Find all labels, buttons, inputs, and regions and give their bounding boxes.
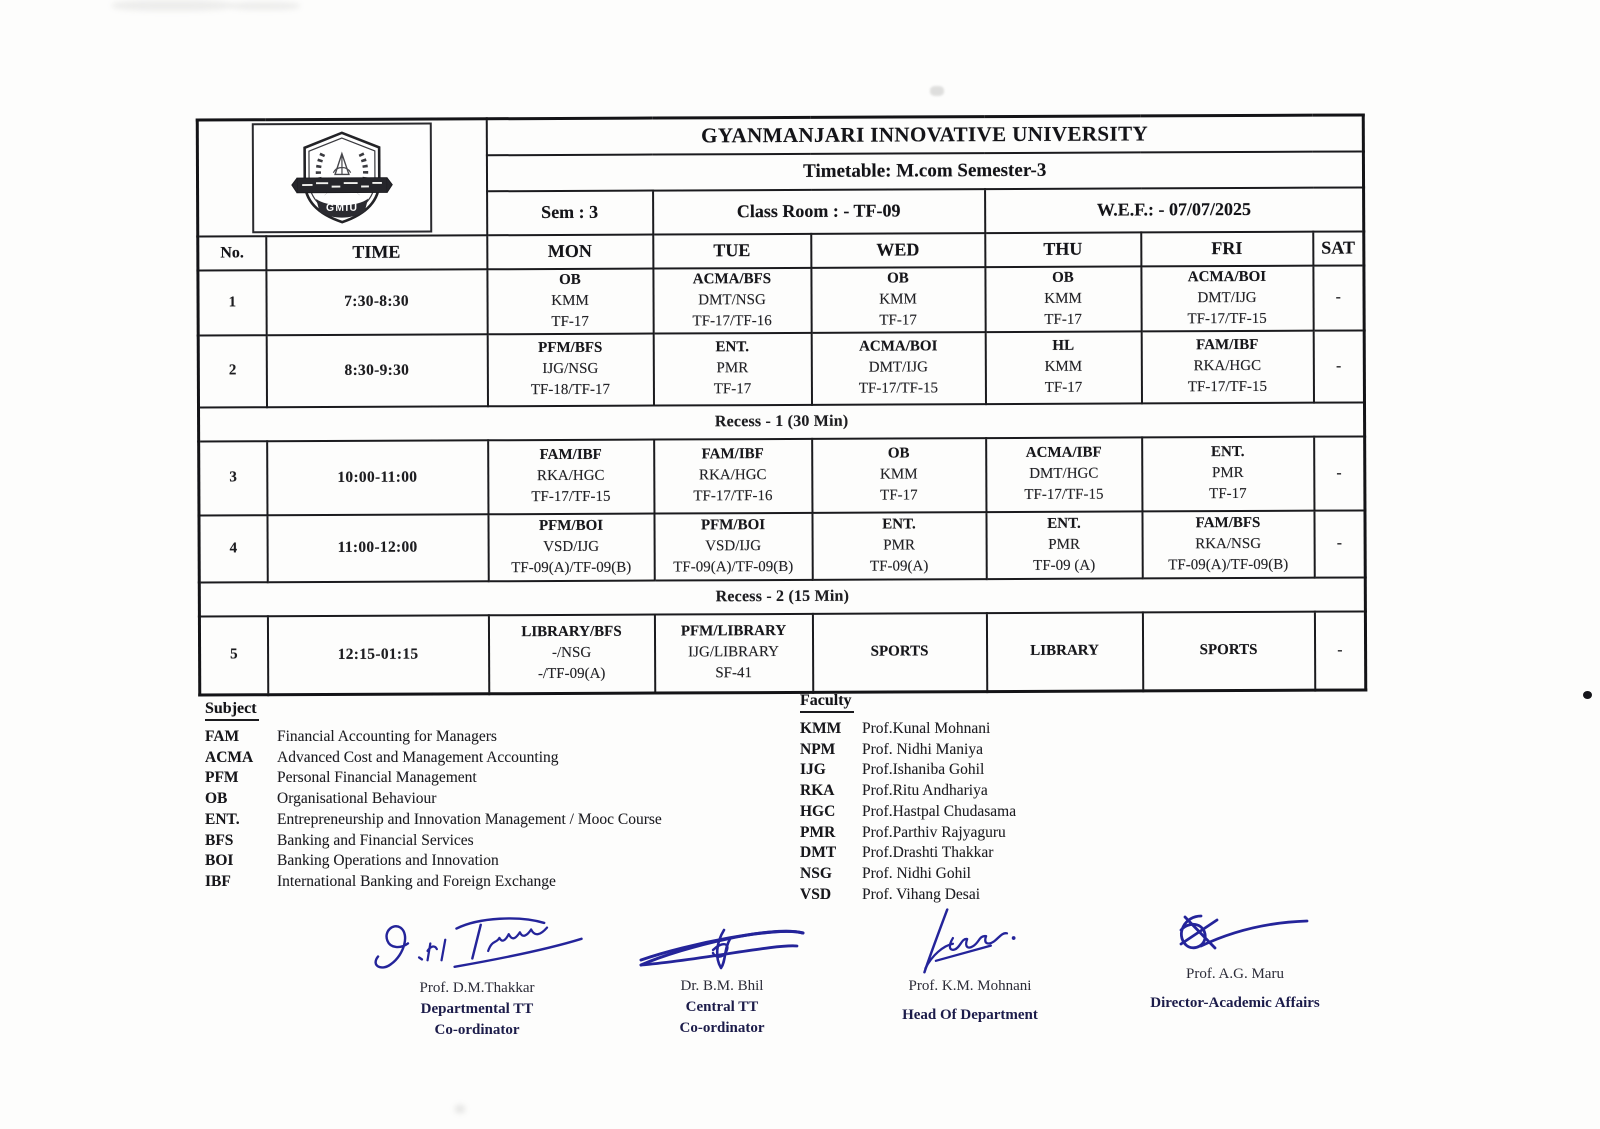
subject-code: FAM [205, 728, 240, 745]
col-header-tue: TUE [653, 233, 811, 268]
period-row-1 [198, 265, 1364, 335]
slot-faculty: VSD/IJG [543, 538, 600, 555]
col-header-no: No. [198, 236, 266, 270]
col-header-mon: MON [487, 234, 653, 269]
signature-block-central-coordinator [612, 918, 832, 1039]
slot-faculty: -/NSG [551, 645, 592, 662]
slot-faculty: KMM [1044, 290, 1082, 307]
slot-subject: FAM/BFS [1195, 514, 1261, 531]
slot-room: TF-09(A) [869, 557, 929, 575]
signatory-role: Director-Academic Affairs [1150, 995, 1320, 1011]
col-header-thu: THU [985, 232, 1141, 267]
signatory-role: Departmental TT [420, 1001, 534, 1017]
period-time: 11:00-12:00 [267, 514, 488, 582]
slot-tue-4 [654, 512, 812, 580]
faculty-name: Prof.Parthiv Rajyaguru [862, 823, 1006, 841]
subject-code: ENT. [205, 810, 240, 828]
slot-mon-3 [488, 439, 654, 514]
slot-room: TF-17 [1044, 379, 1083, 396]
signatory-role: Co-ordinator [434, 1022, 520, 1038]
slot-sat-2: - [1313, 330, 1364, 402]
university-title-cell [486, 115, 1363, 155]
period-time: 8:30-9:30 [266, 334, 487, 407]
slot-wed-2 [811, 332, 985, 405]
slot-room: TF-09(A)/TF-09(B) [511, 559, 632, 576]
period-time: 10:00-11:00 [267, 440, 488, 515]
faculty-name: Prof. Nidhi Gohil [862, 864, 971, 882]
slot-thu-3 [986, 437, 1142, 512]
classroom-value: Class Room : - TF-09 [736, 200, 901, 222]
subject-code: OB [205, 790, 228, 808]
col-header-time: TIME [266, 235, 487, 270]
faculty-legend-list [800, 719, 1016, 905]
slot-sat-4: - [1314, 510, 1365, 577]
period-number: 4 [199, 515, 267, 582]
table-row [197, 115, 1363, 156]
period-row-5 [199, 611, 1365, 695]
period-number: 1 [198, 270, 266, 335]
subject-code: IBF [205, 872, 231, 890]
wef-cell [985, 187, 1364, 233]
subject-legend-list [205, 727, 662, 893]
subject-name: Advanced Cost and Management Accounting [277, 748, 559, 766]
faculty-code: PMR [800, 823, 836, 841]
signatory-role: Co-ordinator [679, 1020, 765, 1036]
slot-thu-4 [986, 511, 1142, 579]
faculty-name: Prof.Ritu Andhariya [862, 782, 988, 800]
slot-faculty: PMR [716, 360, 749, 377]
slot-subject: ACMA/BOI [1187, 268, 1267, 285]
faculty-code: NSG [800, 864, 832, 882]
slot-subject: FAM/IBF [539, 446, 602, 464]
slot-sat-5: - [1314, 611, 1365, 690]
slot-faculty: DMT/IJG [868, 359, 928, 376]
subject-code: BFS [205, 831, 234, 849]
slot-subject: LIBRARY [1030, 642, 1099, 660]
slot-subject: LIBRARY/BFS [521, 623, 622, 641]
slot-tue-2 [653, 332, 811, 405]
slot-subject: PFM/LIBRARY [680, 623, 787, 640]
faculty-code: DMT [800, 844, 837, 862]
slot-room: TF-17 [551, 313, 589, 330]
faculty-code: NPM [800, 740, 836, 758]
period-number: 2 [198, 335, 266, 407]
gmiu-crest-icon [290, 127, 394, 227]
subject-code: BOI [205, 852, 234, 870]
slot-faculty: PMR [883, 536, 915, 554]
signatory-name: Prof. K.M. Mohnani [908, 978, 1032, 994]
recess-1-label: Recess - 1 (30 Min) [199, 402, 1365, 441]
slot-faculty: DMT/IJG [1197, 289, 1257, 306]
slot-room: TF-17 [713, 381, 752, 398]
slot-faculty: RKA/HGC [537, 467, 605, 485]
slot-subject: HL [1052, 337, 1075, 354]
period-row-4 [199, 510, 1365, 582]
classroom-cell [653, 189, 985, 234]
university-title: GYANMANJARI INNOVATIVE UNIVERSITY [701, 121, 1149, 148]
period-number: 3 [199, 441, 267, 515]
slot-thu-1 [985, 266, 1141, 332]
slot-room: TF-17/TF-15 [1024, 486, 1104, 503]
recess-2-label: Recess - 2 (15 Min) [199, 577, 1365, 616]
slot-room: TF-09(A)/TF-09(B) [673, 558, 794, 575]
slot-fri-5 [1142, 611, 1314, 691]
slot-room: TF-17 [1209, 485, 1247, 503]
signature-block-head-of-department [880, 902, 1060, 1026]
period-number: 5 [199, 616, 267, 695]
subject-code: PFM [205, 769, 239, 787]
col-header-wed: WED [811, 233, 985, 268]
subject-legend-title: Subject [205, 700, 259, 721]
slot-room: SF-41 [715, 665, 753, 682]
col-header-sat: SAT [1313, 231, 1364, 265]
signatory-name: Dr. B.M. Bhil [680, 978, 764, 994]
signature-block-departmental-coordinator [352, 908, 602, 1041]
subject-name: Financial Accounting for Managers [277, 728, 497, 745]
slot-subject: ACMA/IBF [1025, 444, 1102, 461]
slot-faculty: RKA/HGC [699, 467, 767, 484]
recess-row-2 [199, 577, 1365, 616]
faculty-name: Prof.Ishaniba Gohil [862, 761, 985, 779]
recess-row-1 [199, 402, 1365, 441]
slot-room: TF-17/TF-15 [858, 380, 939, 397]
university-logo-cell [197, 119, 487, 236]
col-header-fri: FRI [1141, 231, 1313, 266]
slot-subject: SPORTS [870, 643, 929, 660]
slot-thu-5 [986, 612, 1142, 692]
slot-subject: SPORTS [1199, 642, 1258, 659]
slot-subject: OB [887, 445, 910, 462]
faculty-code: KMM [800, 720, 842, 737]
slot-wed-5 [812, 613, 986, 693]
slot-subject: ENT. [882, 515, 916, 533]
slot-faculty: VSD/IJG [705, 537, 762, 554]
subject-name: Banking and Financial Services [277, 831, 474, 849]
slot-room: TF-17/TF-15 [1187, 310, 1267, 327]
slot-mon-5 [488, 614, 654, 694]
slot-room: TF-17/TF-16 [693, 488, 773, 505]
scan-smudge [112, 0, 232, 11]
slot-faculty: IJG/NSG [542, 360, 599, 378]
semester-cell [487, 190, 653, 235]
signature-ink-thakkar [357, 908, 597, 978]
signature-ink-mohnani [910, 902, 1030, 976]
slot-wed-1 [811, 267, 985, 333]
subject-name: Entrepreneurship and Innovation Management / Mooc Course [277, 810, 662, 828]
signatory-name: Prof. D.M.Thakkar [419, 980, 535, 996]
subject-name: Organisational Behaviour [277, 790, 437, 808]
slot-room: TF-17 [879, 311, 917, 329]
slot-fri-3 [1142, 436, 1314, 511]
slot-fri-2 [1141, 330, 1313, 403]
slot-room: TF-18/TF-17 [530, 381, 611, 399]
slot-faculty: PMR [1211, 464, 1244, 482]
wef-value: W.E.F.: - 07/07/2025 [1096, 198, 1252, 220]
slot-subject: ENT. [1210, 443, 1245, 461]
faculty-code: VSD [800, 885, 832, 903]
slot-wed-4 [812, 512, 986, 580]
faculty-code: IJG [800, 761, 826, 779]
timetable-subtitle-cell [486, 151, 1363, 191]
subject-name: International Banking and Foreign Exchange [277, 872, 556, 890]
slot-fri-1 [1141, 265, 1313, 331]
timetable [196, 113, 1368, 696]
slot-subject: ACMA/BOI [859, 338, 938, 355]
signature-block-director-academic-affairs [1120, 908, 1350, 1014]
slot-faculty: KMM [1044, 358, 1083, 375]
slot-subject: OB [887, 269, 909, 287]
slot-room: TF-17/TF-15 [1187, 378, 1268, 396]
faculty-legend [800, 692, 1016, 905]
column-header-row [198, 231, 1364, 270]
slot-tue-5 [654, 613, 812, 693]
signatory-role: Head Of Department [902, 1007, 1038, 1023]
slot-faculty: IJG/LIBRARY [688, 644, 780, 661]
slot-subject: OB [559, 271, 581, 288]
faculty-code: RKA [800, 782, 835, 800]
university-logo [252, 122, 432, 233]
period-row-2 [198, 330, 1364, 407]
slot-subject: ENT. [715, 339, 750, 356]
slot-room: TF-17 [880, 487, 918, 504]
slot-faculty: KMM [880, 466, 918, 483]
faculty-name: Prof.Drashti Thakkar [862, 844, 994, 862]
slot-subject: FAM/IBF [1196, 336, 1259, 354]
slot-mon-1 [487, 268, 653, 334]
slot-subject: ENT. [1047, 515, 1081, 532]
faculty-name: Prof. Vihang Desai [862, 885, 981, 903]
faculty-name: Prof. Nidhi Maniya [862, 740, 983, 758]
faculty-name: Prof.Hastpal Chudasama [862, 802, 1017, 820]
timetable-subtitle: Timetable: M.com Semester-3 [803, 159, 1047, 182]
subject-code: ACMA [205, 748, 254, 766]
slot-mon-4 [488, 513, 654, 581]
faculty-code: HGC [800, 802, 836, 820]
slot-faculty: KMM [551, 292, 589, 309]
slot-fri-4 [1142, 510, 1314, 578]
slot-room: TF-09(A)/TF-09(B) [1168, 556, 1289, 573]
slot-faculty: DMT/NSG [698, 291, 766, 308]
subject-name: Personal Financial Management [277, 769, 477, 787]
slot-tue-3 [654, 438, 812, 513]
semester-value: Sem : 3 [541, 201, 599, 223]
slot-mon-2 [487, 333, 653, 406]
slot-room: TF-17/TF-15 [531, 488, 611, 506]
slot-subject: PFM/BOI [700, 516, 766, 533]
period-time: 7:30-8:30 [266, 269, 487, 335]
slot-faculty: PMR [1048, 536, 1080, 553]
faculty-name: Prof.Kunal Mohnani [862, 720, 991, 737]
scan-smudge [455, 1105, 465, 1113]
slot-faculty: DMT/HGC [1029, 465, 1099, 482]
svg-text:GMIU: GMIU [326, 202, 359, 214]
scan-smudge [930, 86, 944, 96]
slot-thu-2 [985, 331, 1141, 404]
slot-subject: PFM/BOI [538, 517, 604, 534]
period-row-3 [199, 436, 1365, 515]
signatory-role: Central TT [685, 999, 759, 1015]
subject-name: Banking Operations and Innovation [277, 852, 499, 870]
slot-faculty: KMM [879, 290, 917, 308]
slot-room: TF-17/TF-16 [692, 312, 772, 329]
slot-faculty: RKA/HGC [1193, 357, 1262, 375]
signature-ink-maru [1155, 908, 1315, 964]
subject-legend [205, 700, 662, 893]
slot-room: -/TF-09(A) [537, 666, 606, 683]
slot-subject: OB [1052, 269, 1074, 286]
slot-wed-3 [812, 438, 986, 513]
slot-sat-3: - [1314, 436, 1365, 510]
signatory-name: Prof. A.G. Maru [1186, 966, 1284, 982]
signature-ink-bhil [627, 918, 817, 976]
scan-dot [1583, 691, 1592, 699]
period-time: 12:15-01:15 [267, 615, 488, 695]
slot-subject: PFM/BFS [538, 339, 603, 357]
slot-subject: FAM/IBF [701, 446, 764, 463]
scan-smudge [230, 2, 300, 10]
faculty-legend-title: Faculty [800, 692, 854, 713]
slot-sat-1: - [1313, 265, 1364, 330]
slot-tue-1 [653, 267, 811, 333]
slot-faculty: RKA/NSG [1195, 535, 1262, 552]
slot-room: TF-17 [1044, 311, 1082, 328]
slot-subject: ACMA/BFS [692, 270, 772, 287]
slot-room: TF-09 (A) [1033, 557, 1096, 574]
